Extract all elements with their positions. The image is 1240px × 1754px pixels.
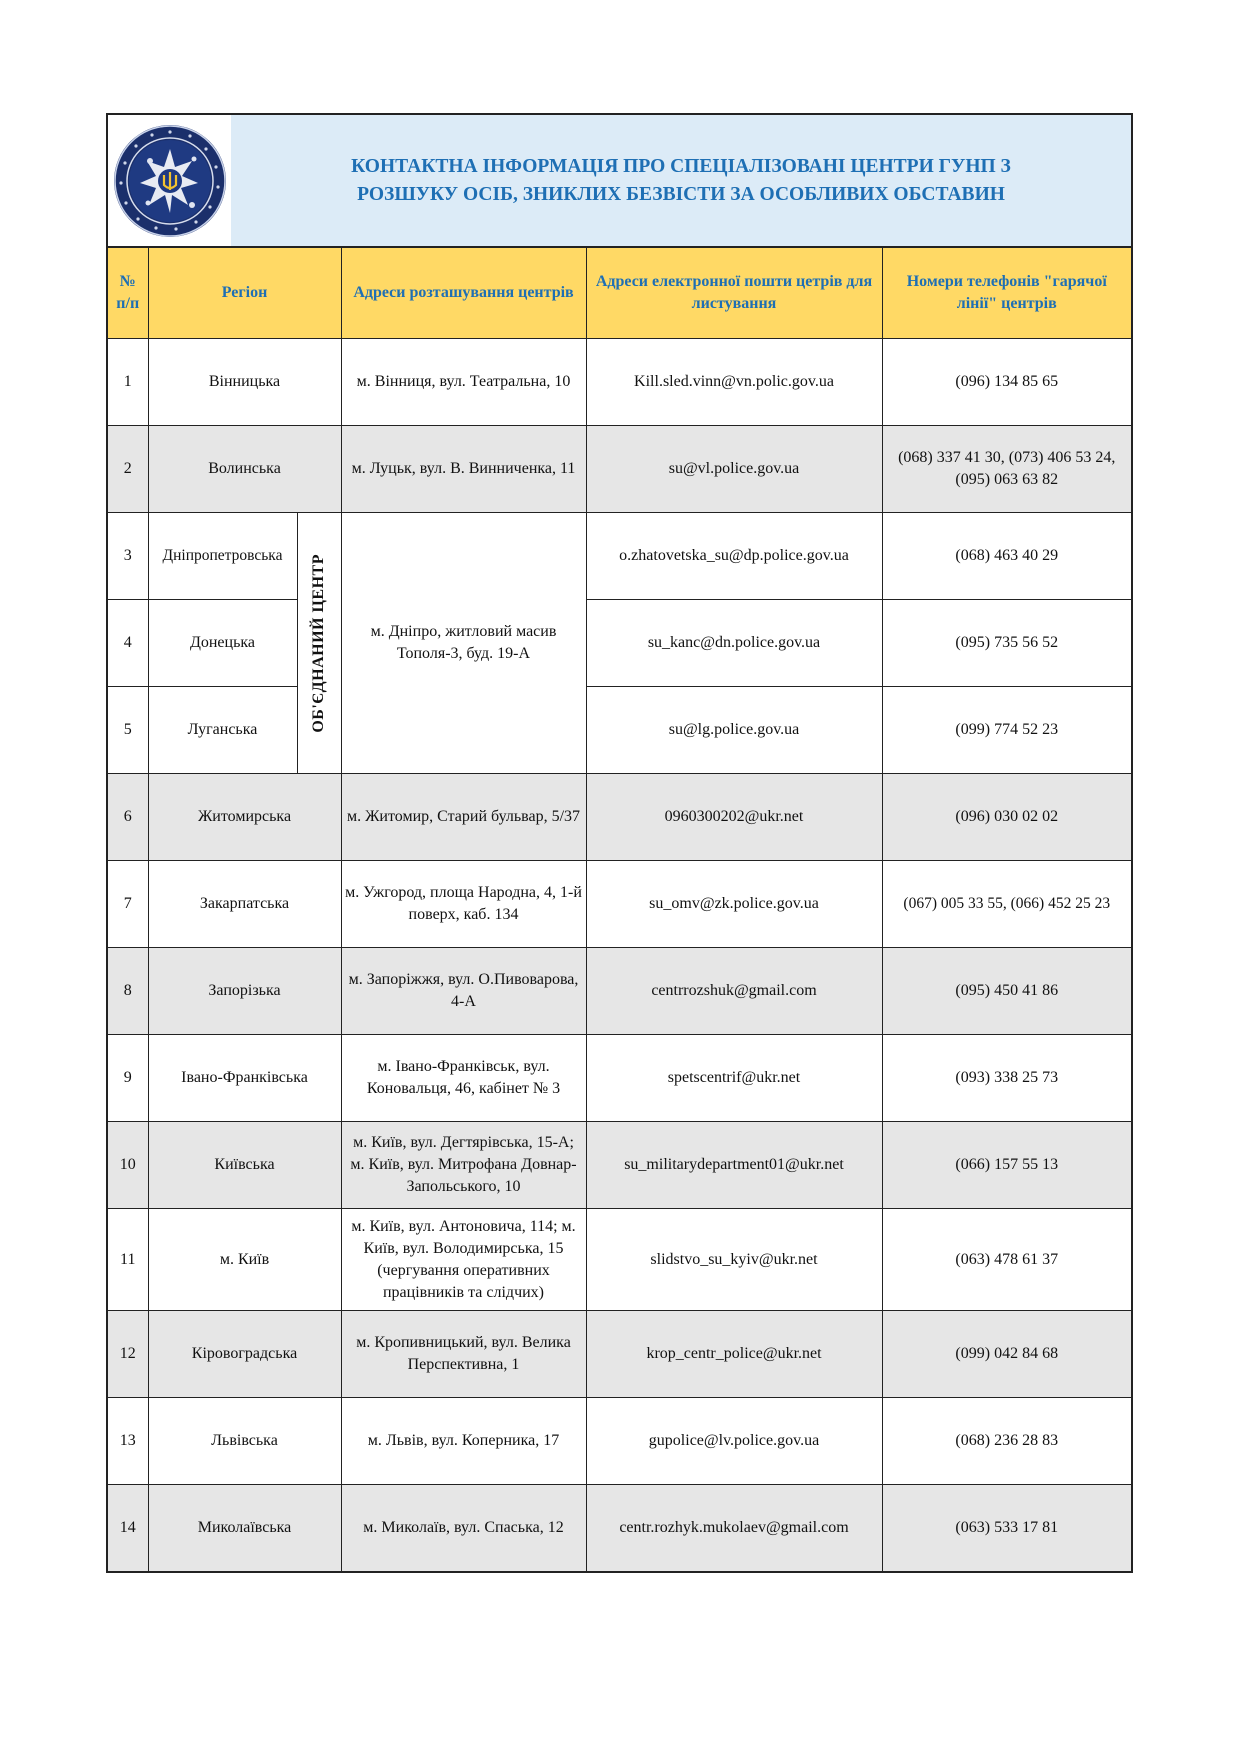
email-cell: su_omv@zk.police.gov.ua [586, 861, 882, 948]
row-number: 7 [108, 861, 148, 948]
region-cell: Київська [148, 1122, 341, 1209]
address-cell: м. Івано-Франківськ, вул. Коновальця, 46, кабінет № 3 [341, 1035, 586, 1122]
email-cell: o.zhatovetska_su@dp.police.gov.ua [586, 513, 882, 600]
national-police-emblem-icon [112, 123, 228, 239]
row-number: 12 [108, 1311, 148, 1398]
region-cell: Львівська [148, 1398, 341, 1485]
region-cell: Донецька [148, 600, 297, 687]
merged-center-cell [297, 513, 341, 774]
table-row [108, 1398, 1131, 1485]
table-row [108, 948, 1131, 1035]
region-cell: м. Київ [148, 1209, 341, 1311]
merged-center-label: ОБ'ЄДНАНИЙ ЦЕНТР [310, 553, 327, 733]
email-cell: su_kanc@dn.police.gov.ua [586, 600, 882, 687]
document-title [231, 115, 1131, 246]
phone-cell: (096) 030 02 02 [882, 774, 1131, 861]
address-cell: м. Житомир, Старий бульвар, 5/37 [341, 774, 586, 861]
phone-cell: (063) 533 17 81 [882, 1485, 1131, 1572]
phone-cell: (068) 463 40 29 [882, 513, 1131, 600]
phone-cell: (099) 774 52 23 [882, 687, 1131, 774]
email-cell: krop_centr_police@ukr.net [586, 1311, 882, 1398]
row-number: 11 [108, 1209, 148, 1311]
region-cell: Запорізька [148, 948, 341, 1035]
phone-cell: (066) 157 55 13 [882, 1122, 1131, 1209]
title-line-2: РОЗШУКУ ОСІБ, ЗНИКЛИХ БЕЗВІСТИ ЗА ОСОБЛИВИХ ОБСТАВИН [357, 183, 1005, 205]
phone-cell: (068) 337 41 30, (073) 406 53 24, (095) 063 63 82 [882, 426, 1131, 513]
phone-cell: (099) 042 84 68 [882, 1311, 1131, 1398]
phone-cell: (068) 236 28 83 [882, 1398, 1131, 1485]
email-cell: centrrozshuk@gmail.com [586, 948, 882, 1035]
address-cell: м. Вінниця, вул. Театральна, 10 [341, 339, 586, 426]
table-row [108, 426, 1131, 513]
row-number: 6 [108, 774, 148, 861]
column-header-address: Адреси розташування центрів [341, 248, 586, 339]
region-cell: Івано-Франківська [148, 1035, 341, 1122]
row-number: 3 [108, 513, 148, 600]
address-cell: м. Луцьк, вул. В. Винниченка, 11 [341, 426, 586, 513]
table-row [108, 600, 1131, 687]
logo-cell [108, 115, 231, 246]
address-cell: м. Дніпро, житловий масив Тополя-3, буд. 19-А [341, 513, 586, 774]
email-cell: Kill.sled.vinn@vn.polic.gov.ua [586, 339, 882, 426]
address-cell: м. Ужгород, площа Народна, 4, 1-й поверх, каб. 134 [341, 861, 586, 948]
row-number: 14 [108, 1485, 148, 1572]
region-cell: Волинська [148, 426, 341, 513]
row-number: 1 [108, 339, 148, 426]
title-line-1: КОНТАКТНА ІНФОРМАЦІЯ ПРО СПЕЦІАЛІЗОВАНІ ЦЕНТРИ ГУНП З [351, 155, 1011, 177]
address-cell: м. Запоріжжя, вул. О.Пивоварова, 4-А [341, 948, 586, 1035]
table-row [108, 687, 1131, 774]
column-header-num: № п/п [108, 248, 148, 339]
address-cell: м. Київ, вул. Дегтярівська, 15-А; м. Київ, вул. Митрофана Довнар-Запольського, 10 [341, 1122, 586, 1209]
column-header-region: Регіон [148, 248, 341, 339]
table-row [108, 861, 1131, 948]
phone-cell: (093) 338 25 73 [882, 1035, 1131, 1122]
contacts-table [108, 247, 1131, 1571]
email-cell: spetscentrif@ukr.net [586, 1035, 882, 1122]
phone-cell: (095) 735 56 52 [882, 600, 1131, 687]
row-number: 4 [108, 600, 148, 687]
region-cell: Закарпатська [148, 861, 341, 948]
table-row [108, 1122, 1131, 1209]
email-cell: su_militarydepartment01@ukr.net [586, 1122, 882, 1209]
address-cell: м. Київ, вул. Антоновича, 114; м. Київ, вул. Володимирська, 15 (чергування оперативних працівників та слідчих) [341, 1209, 586, 1311]
address-cell: м. Львів, вул. Коперника, 17 [341, 1398, 586, 1485]
phone-cell: (063) 478 61 37 [882, 1209, 1131, 1311]
column-header-phone: Номери телефонів "гарячої лінії" центрів [882, 248, 1131, 339]
phone-cell: (095) 450 41 86 [882, 948, 1131, 1035]
email-cell: su@vl.police.gov.ua [586, 426, 882, 513]
table-row [108, 1311, 1131, 1398]
phone-cell: (067) 005 33 55, (066) 452 25 23 [882, 861, 1131, 948]
phone-cell: (096) 134 85 65 [882, 339, 1131, 426]
region-cell: Вінницька [148, 339, 341, 426]
row-number: 2 [108, 426, 148, 513]
row-number: 13 [108, 1398, 148, 1485]
row-number: 9 [108, 1035, 148, 1122]
table-row [108, 513, 1131, 600]
table-header-row [108, 248, 1131, 339]
address-cell: м. Кропивницький, вул. Велика Перспективна, 1 [341, 1311, 586, 1398]
table-row [108, 1485, 1131, 1572]
table-row [108, 1035, 1131, 1122]
region-cell: Луганська [148, 687, 297, 774]
column-header-email: Адреси електронної пошти цетрів для листування [586, 248, 882, 339]
row-number: 5 [108, 687, 148, 774]
email-cell: gupolice@lv.police.gov.ua [586, 1398, 882, 1485]
region-cell: Миколаївська [148, 1485, 341, 1572]
region-cell: Житомирська [148, 774, 341, 861]
table-row [108, 774, 1131, 861]
region-cell: Кіровоградська [148, 1311, 341, 1398]
email-cell: centr.rozhyk.mukolaev@gmail.com [586, 1485, 882, 1572]
contacts-document [106, 113, 1133, 1573]
document-header [108, 115, 1131, 247]
email-cell: 0960300202@ukr.net [586, 774, 882, 861]
row-number: 10 [108, 1122, 148, 1209]
row-number: 8 [108, 948, 148, 1035]
email-cell: su@lg.police.gov.ua [586, 687, 882, 774]
table-row [108, 339, 1131, 426]
email-cell: slidstvo_su_kyiv@ukr.net [586, 1209, 882, 1311]
region-cell: Дніпропетровська [148, 513, 297, 600]
address-cell: м. Миколаїв, вул. Спаська, 12 [341, 1485, 586, 1572]
table-row [108, 1209, 1131, 1311]
